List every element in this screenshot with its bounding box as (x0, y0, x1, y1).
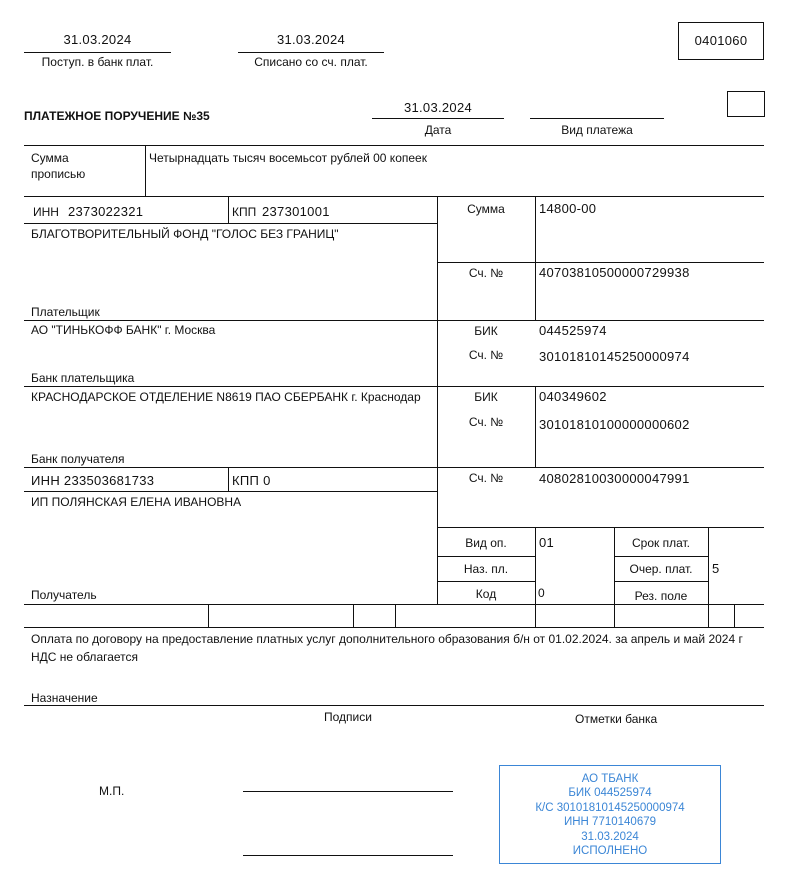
purpose-code-label: Наз. пл. (463, 562, 509, 576)
amount-words-divider (145, 145, 146, 196)
bank-execution-stamp (499, 765, 721, 864)
priority-label: Очер. плат. (629, 562, 693, 576)
grid-line-581-r (614, 581, 708, 582)
grid-vline-535-a (535, 196, 536, 320)
purpose-label: Назначение (31, 691, 98, 705)
grid-vline-535-c (535, 527, 536, 604)
payer-bank-account: 30101810145250000974 (539, 349, 690, 364)
received-date: 31.03.2024 (63, 32, 132, 47)
tax-vline-208 (208, 604, 209, 627)
received-label: Поступ. в банк плат. (41, 55, 154, 69)
debited-label: Списано со сч. плат. (254, 55, 368, 69)
payer-inn: 2373022321 (68, 204, 144, 219)
signature-line-1 (243, 791, 453, 792)
signature-line-2 (243, 855, 453, 856)
payer-name: БЛАГОТВОРИТЕЛЬНЫЙ ФОНД "ГОЛОС БЕЗ ГРАНИЦ" (31, 227, 339, 241)
reserve-field-label: Рез. поле (634, 589, 688, 603)
purpose-line-2: НДС не облагается (31, 650, 139, 664)
grid-line-556-r (614, 556, 708, 557)
payee-bank-account: 30101810100000000602 (539, 417, 690, 432)
debited-date: 31.03.2024 (276, 32, 346, 47)
payer-account-label: Сч. № (468, 266, 504, 280)
payee-bank-name: КРАСНОДАРСКОЕ ОТДЕЛЕНИЕ N8619 ПАО СБЕРБАНК г. Краснодар (31, 390, 421, 404)
payee-label: Получатель (31, 588, 97, 602)
payee-bank-account-label: Сч. № (468, 415, 504, 429)
amount-words-top-line (24, 145, 764, 146)
grid-line-386 (24, 386, 764, 387)
grid-line-320 (24, 320, 764, 321)
form-code: 0401060 (678, 22, 764, 60)
tax-vline-535 (535, 604, 536, 627)
grid-line-196 (24, 196, 764, 197)
code-value: 0 (538, 586, 545, 600)
amount-label: Сумма (467, 202, 505, 216)
payer-inn-label: ИНН (33, 205, 59, 219)
payer-bank-name: АО "ТИНЬКОФФ БАНК" г. Москва (31, 323, 216, 337)
due-date-label: Срок плат. (631, 536, 690, 550)
payee-account-label: Сч. № (468, 471, 504, 485)
tax-vline-395 (395, 604, 396, 627)
payee-inn: ИНН 233503681733 (31, 473, 155, 488)
payer-bank-account-label: Сч. № (468, 348, 504, 362)
op-type-value: 01 (539, 535, 555, 550)
payee-kpp: КПП 0 (232, 473, 271, 488)
op-type-label: Вид оп. (465, 536, 507, 550)
order-date-label: Дата (424, 123, 452, 137)
payee-bank-bik-label: БИК (474, 390, 498, 404)
grid-vline-708 (708, 527, 709, 627)
grid-line-556-l (437, 556, 535, 557)
stamp-place-label: М.П. (99, 784, 125, 798)
grid-line-491 (24, 491, 437, 492)
payment-type-line (530, 118, 664, 119)
bank-marks-label: Отметки банка (575, 712, 658, 726)
signatures-label: Подписи (324, 710, 372, 724)
stamp-line-bank: АО ТБАНК (581, 773, 639, 785)
grid-line-604 (24, 604, 764, 605)
payer-account: 40703810500000729938 (539, 265, 690, 280)
stamp-line-corr-account: К/С 30101810145250000974 (535, 801, 685, 814)
priority-value: 5 (712, 561, 720, 576)
received-date-line (24, 52, 171, 53)
grid-line-581-l (437, 581, 535, 582)
payer-kpp-divider (228, 196, 229, 223)
payee-bank-bik: 040349602 (539, 389, 607, 404)
amount-words-label-1: Сумма (31, 151, 69, 165)
grid-vline-535-b (535, 386, 536, 467)
stamp-line-date: 31.03.2024 (581, 830, 639, 843)
grid-line-527 (437, 527, 764, 528)
grid-line-223 (24, 223, 437, 224)
grid-line-627 (24, 627, 764, 628)
payee-kpp-divider (228, 467, 229, 491)
payer-label: Плательщик (31, 305, 100, 319)
debited-date-line (238, 52, 384, 53)
payer-bank-bik-label: БИК (474, 324, 498, 338)
order-date-line (372, 118, 504, 119)
stamp-line-status: ИСПОЛНЕНО (572, 845, 648, 858)
purpose-line-1: Оплата по договору на предоставление платных услуг дополнительного образования б/н от 01.02.2024. за апрель и май 2024 г (31, 632, 743, 646)
payee-bank-label: Банк получателя (31, 452, 125, 466)
payee-name: ИП ПОЛЯНСКАЯ ЕЛЕНА ИВАНОВНА (31, 495, 242, 509)
payee-account: 40802810030000047991 (539, 471, 690, 486)
order-date: 31.03.2024 (403, 100, 473, 115)
tax-vline-353 (353, 604, 354, 627)
payer-status-box (727, 91, 765, 117)
payer-kpp-label: КПП (232, 205, 257, 219)
amount-words-value: Четырнадцать тысяч восемьсот рублей 00 копеек (149, 151, 427, 165)
grid-line-467 (24, 467, 764, 468)
grid-line-262 (437, 262, 764, 263)
amount-value: 14800-00 (539, 201, 597, 216)
tax-vline-734 (734, 604, 735, 627)
payer-bank-label: Банк плательщика (31, 371, 135, 385)
payer-kpp: 237301001 (262, 204, 330, 219)
order-title: ПЛАТЕЖНОЕ ПОРУЧЕНИЕ №35 (24, 109, 210, 123)
amount-words-label-2: прописью (31, 167, 86, 181)
payer-bank-bik: 044525974 (539, 323, 607, 338)
code-label: Код (475, 587, 497, 601)
payment-type-label: Вид платежа (561, 123, 633, 137)
grid-line-705 (24, 705, 764, 706)
stamp-line-bik: БИК 044525974 (568, 787, 652, 800)
stamp-line-inn: ИНН 7710140679 (563, 816, 657, 829)
